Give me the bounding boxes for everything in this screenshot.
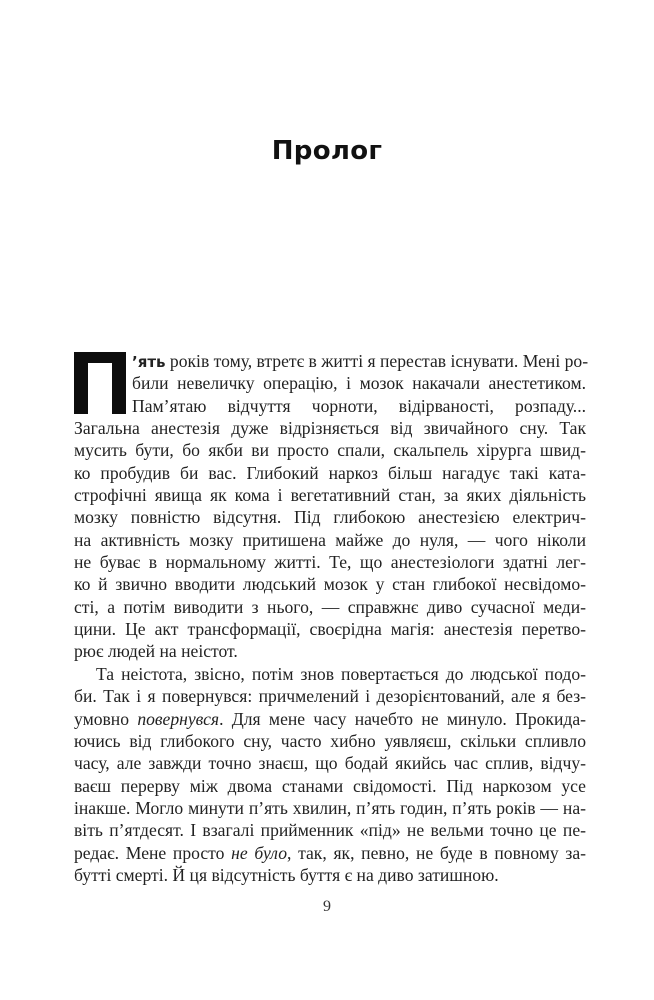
text-line	[74, 663, 586, 685]
text-segment: рює людей на неістот.	[74, 641, 238, 662]
text-segment: ючись від глибокого сну, часто хибно уявляєш, скільки спливло	[74, 730, 586, 751]
text-line	[132, 395, 586, 417]
text-segment: цини. Це акт трансформації, своєрідна магія: анестезія перетво-	[74, 619, 586, 640]
text-segment: умовно	[74, 708, 138, 729]
text-segment: ко пробудив би вас. Глибокий наркоз більш нагадує такі ката-	[74, 462, 586, 483]
text-segment: ко й звично вводити людський мозок у стан глибокої несвідомо-	[74, 574, 586, 595]
text-segment: . Для мене часу начебто не минуло. Прокида-	[219, 708, 586, 729]
text-segment: Та неістота, звісно, потім знов повертається до людської подо-	[96, 663, 586, 684]
text-line	[74, 439, 586, 461]
text-line	[74, 708, 586, 730]
text-segment: би. Так і я повернувся: причмелений і дезорієнтований, але я без-	[74, 686, 586, 707]
text-segment: мусить бути, бо якби ви просто спали, скальпель хірурга швид-	[74, 440, 586, 461]
paragraph	[74, 350, 589, 663]
text-line	[74, 484, 586, 506]
text-segment: сті, а потім виводити з нього, — справжнє диво сучасної меди-	[74, 596, 586, 617]
text-segment: віть п’ятдесят. І взагалі прийменник «під» не вельми точно це пе-	[74, 820, 586, 841]
text-segment: били невеличку операцію, і мозок накачали анестетиком.	[132, 373, 586, 394]
text-line	[74, 551, 586, 573]
page-number: 9	[323, 898, 331, 915]
text-line	[132, 372, 586, 394]
text-segment: на активність мозку притишена майже до нуля, — чого ніколи	[74, 529, 586, 550]
text-segment: строфічні явища як кома і вегетативний стан, за яких діяльність	[74, 485, 586, 506]
text-segment: редає. Мене просто	[74, 842, 232, 863]
text-line	[74, 797, 586, 819]
text-line	[74, 529, 586, 551]
text-segment: інакше. Могло минути п’ять хвилин, п’ять годин, п’ять років — на-	[74, 797, 586, 818]
text-segment: , так, як, певно, не буде в повному за-	[287, 842, 586, 863]
text-line	[74, 596, 586, 618]
text-line	[74, 819, 586, 841]
text-line	[74, 573, 586, 595]
text-line	[74, 640, 586, 662]
text-segment: Загальна анестезія дуже відрізняється від звичайного сну. Так	[74, 418, 586, 439]
text-segment: бутті смерті. Й ця відсутність буття є на диво затишною.	[74, 864, 499, 885]
emphasis-text: повернувся	[137, 708, 220, 729]
text-line	[74, 618, 586, 640]
text-line	[74, 417, 586, 439]
text-line	[132, 350, 589, 372]
emphasis-text: не було	[231, 842, 287, 863]
paragraph	[74, 663, 586, 886]
chapter-title: Пролог	[271, 136, 383, 166]
text-line	[74, 752, 586, 774]
body-text	[74, 350, 589, 886]
text-line	[74, 842, 586, 864]
text-segment: часу, але завжди точно знаєш, що бодай якийсь час сплив, відчу-	[74, 753, 586, 774]
text-segment: ваєш перерву між двома станами свідомості. Під наркозом усе	[74, 775, 586, 796]
text-line	[74, 775, 586, 797]
text-segment: не буває в нормальному житті. Те, що анестезіологи здатні лег-	[74, 552, 586, 573]
text-segment: Пам’ятаю відчуття чорноти, відірваності, розпаду...	[132, 395, 586, 416]
text-segment: років тому, втретє в житті я перестав існувати. Мені ро-	[165, 351, 589, 371]
text-line	[74, 864, 586, 886]
text-line	[74, 730, 586, 752]
text-line	[74, 462, 586, 484]
lead-word: ’ять	[132, 353, 166, 371]
text-line	[74, 685, 586, 707]
text-segment: мозку повністю відсутня. Під глибокою анестезією електрич-	[74, 507, 586, 528]
text-line	[74, 506, 586, 528]
